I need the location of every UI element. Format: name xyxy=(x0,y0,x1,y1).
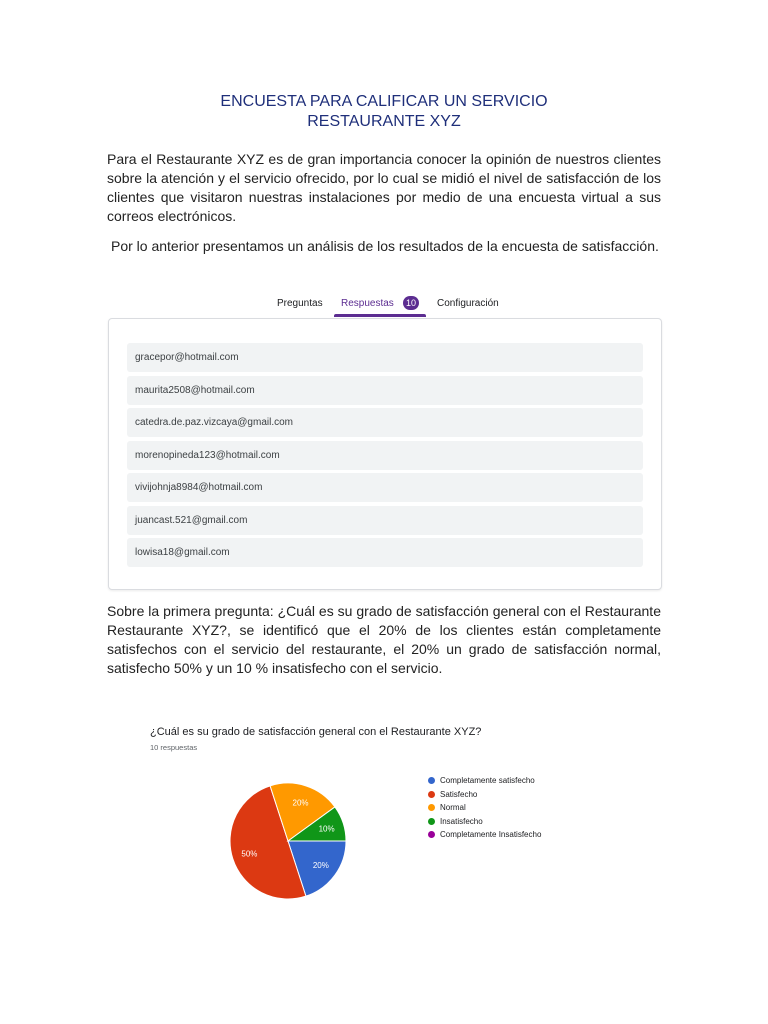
pie-slice-label: 20% xyxy=(312,860,329,870)
legend-swatch xyxy=(428,804,435,811)
pie-slice-label: 10% xyxy=(318,824,335,834)
chart-subtitle: 10 respuestas xyxy=(150,743,198,752)
analysis-paragraph: Por lo anterior presentamos un análisis de los resultados de la encuesta de satisfacción. xyxy=(111,238,659,254)
pie-slice-label: 20% xyxy=(292,798,309,808)
title-line-1: ENCUESTA PARA CALIFICAR UN SERVICIO xyxy=(220,93,548,110)
email-list xyxy=(127,343,643,571)
legend-label: Completamente satisfecho xyxy=(440,776,535,785)
legend-swatch xyxy=(428,791,435,798)
chart-legend xyxy=(428,774,541,842)
legend-item xyxy=(428,815,541,829)
legend-item xyxy=(428,788,541,802)
title-line-2: RESTAURANTE XYZ xyxy=(307,113,461,130)
legend-label: Completamente Insatisfecho xyxy=(440,830,542,839)
legend-item xyxy=(428,828,541,842)
question1-paragraph: Sobre la primera pregunta: ¿Cuál es su grado de satisfacción general con el Restaurante Restaurante XYZ?, se identificó que el 20% de los clientes están completamente satisfechos con el servicio del restaurante, el 20% un grado de satisfacción normal, satisfecho 50% y un 10 % insatisfecho con el servicio. xyxy=(107,603,661,676)
legend-swatch xyxy=(428,831,435,838)
legend-label: Satisfecho xyxy=(440,789,478,799)
legend-swatch xyxy=(428,818,435,825)
legend-item xyxy=(428,774,541,788)
pie-slice-label: 50% xyxy=(241,849,258,859)
response-count-badge: 10 xyxy=(403,296,419,310)
email-row[interactable]: vivijohnja8984@hotmail.com xyxy=(127,473,643,502)
email-row[interactable]: morenopineda123@hotmail.com xyxy=(127,441,643,470)
legend-label: Normal xyxy=(440,803,466,812)
email-row[interactable]: lowisa18@gmail.com xyxy=(127,538,643,567)
active-tab-indicator xyxy=(334,314,426,317)
email-row[interactable]: catedra.de.paz.vizcaya@gmail.com xyxy=(127,408,643,437)
email-row[interactable]: gracepor@hotmail.com xyxy=(127,343,643,372)
email-row[interactable]: maurita2508@hotmail.com xyxy=(127,376,643,405)
tab-settings[interactable]: Configuración xyxy=(437,298,499,309)
legend-swatch xyxy=(428,777,435,784)
form-tabs xyxy=(0,292,768,318)
chart-title: ¿Cuál es su grado de satisfacción general con el Restaurante XYZ? xyxy=(150,726,482,738)
tab-responses[interactable]: Respuestas xyxy=(341,298,394,309)
legend-label: Insatisfecho xyxy=(440,816,483,826)
document-title xyxy=(0,92,768,132)
email-row[interactable]: juancast.521@gmail.com xyxy=(127,506,643,535)
responses-panel xyxy=(108,318,662,590)
legend-item xyxy=(428,801,541,815)
tab-questions[interactable]: Preguntas xyxy=(277,298,323,309)
intro-paragraph: Para el Restaurante XYZ es de gran importancia conocer la opinión de nuestros clientes sobre la atención y el servicio ofrecido, por lo cual se midió el nivel de satisfacción de los clientes que visitaron nuestras instalaciones por medio de una encuesta virtual a sus correos electrónicos. xyxy=(107,151,661,224)
pie-chart-card xyxy=(138,712,594,924)
